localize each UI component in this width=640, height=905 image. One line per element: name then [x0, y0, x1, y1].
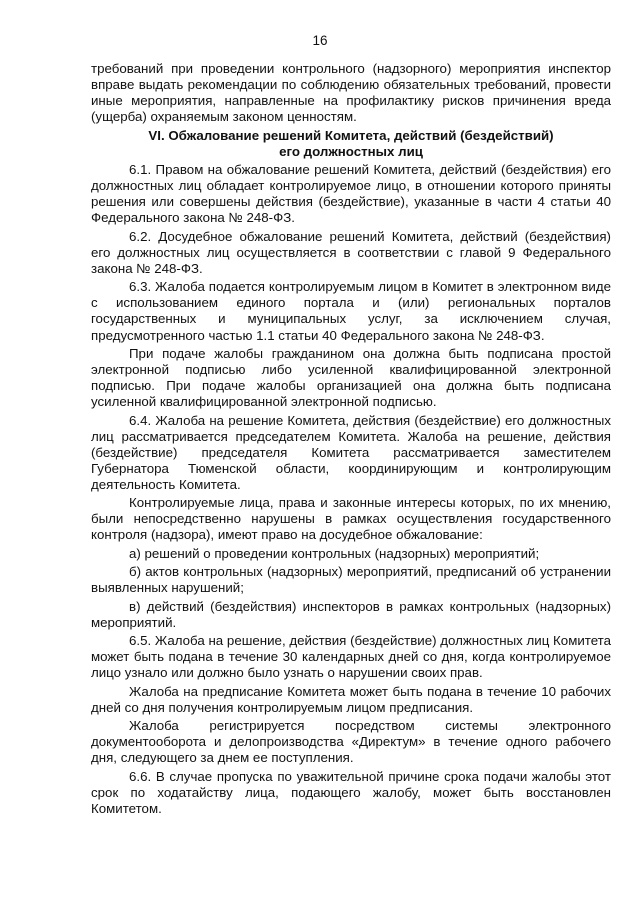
- section-heading: [91, 128, 611, 160]
- paragraph: 6.1. Правом на обжалование решений Комитета, действий (бездействия) его должностных лиц обладает контролируемое лицо, в отношении которого приняты решения или совершены действия (бездействие), указанные в части 4 статьи 40 Федерального закона № 248-ФЗ.: [91, 162, 611, 226]
- list-item: в) действий (бездействия) инспекторов в рамках контрольных (надзорных) мероприятий.: [91, 598, 611, 630]
- section-heading-line1: VI. Обжалование решений Комитета, действий (бездействий): [148, 127, 554, 143]
- paragraph: требований при проведении контрольного (надзорного) мероприятия инспектор вправе выдать рекомендации по соблюдению обязательных требований, провести иные мероприятия, направленные на профилактику рисков причинения вреда (ущерба) охраняемым законом ценностям.: [91, 61, 611, 125]
- document-body: [91, 61, 611, 819]
- list-item: б) актов контрольных (надзорных) мероприятий, предписаний об устранении выявленных нарушений;: [91, 564, 611, 596]
- paragraph: 6.3. Жалоба подается контролируемым лицом в Комитет в электронном виде с использованием единого портала и (или) региональных порталов государственных и муниципальных услуг, за исключением случая, предусмотренного частью 1.1 статьи 40 Федерального закона № 248-ФЗ.: [91, 279, 611, 343]
- paragraph: Жалоба на предписание Комитета может быть подана в течение 10 рабочих дней со дня получения контролируемым лицом предписания.: [91, 683, 611, 715]
- paragraph: 6.2. Досудебное обжалование решений Комитета, действий (бездействия) его должностных лиц осуществляется в соответствии с главой 9 Федерального закона № 248-ФЗ.: [91, 228, 611, 276]
- paragraph: Контролируемые лица, права и законные интересы которых, по их мнению, были непосредственно нарушены в рамках осуществления государственного контроля (надзора), имеют право на досудебное обжалование:: [91, 495, 611, 543]
- page-number: 16: [312, 33, 328, 48]
- paragraph: 6.4. Жалоба на решение Комитета, действия (бездействие) его должностных лиц рассматривается председателем Комитета. Жалоба на решение, действия (бездействие) председателя Комитета рассматривается заместителем Губернатора Тюменской области, координирующим и контролирующим деятельность Комитета.: [91, 412, 611, 492]
- paragraph: При подаче жалобы гражданином она должна быть подписана простой электронной подписью либо усиленной квалифицированной электронной подписью. При подаче жалобы организацией она должна быть подписана усиленной квалифицированной электронной подписью.: [91, 345, 611, 410]
- section-heading-line2: его должностных лиц: [279, 143, 423, 159]
- paragraph: 6.5. Жалоба на решение, действия (бездействие) должностных лиц Комитета может быть подана в течение 30 календарных дней со дня, когда контролируемое лицо узнало или должно было узнать о нарушении своих прав.: [91, 633, 611, 681]
- paragraph: Жалоба регистрируется посредством системы электронного документооборота и делопроизводства «Директум» в течение одного рабочего дня, следующего за днем ее поступления.: [91, 718, 611, 766]
- paragraph: 6.6. В случае пропуска по уважительной причине срока подачи жалобы этот срок по ходатайству лица, подающего жалобу, может быть восстановлен Комитетом.: [91, 768, 611, 816]
- list-item: а) решений о проведении контрольных (надзорных) мероприятий;: [129, 545, 540, 561]
